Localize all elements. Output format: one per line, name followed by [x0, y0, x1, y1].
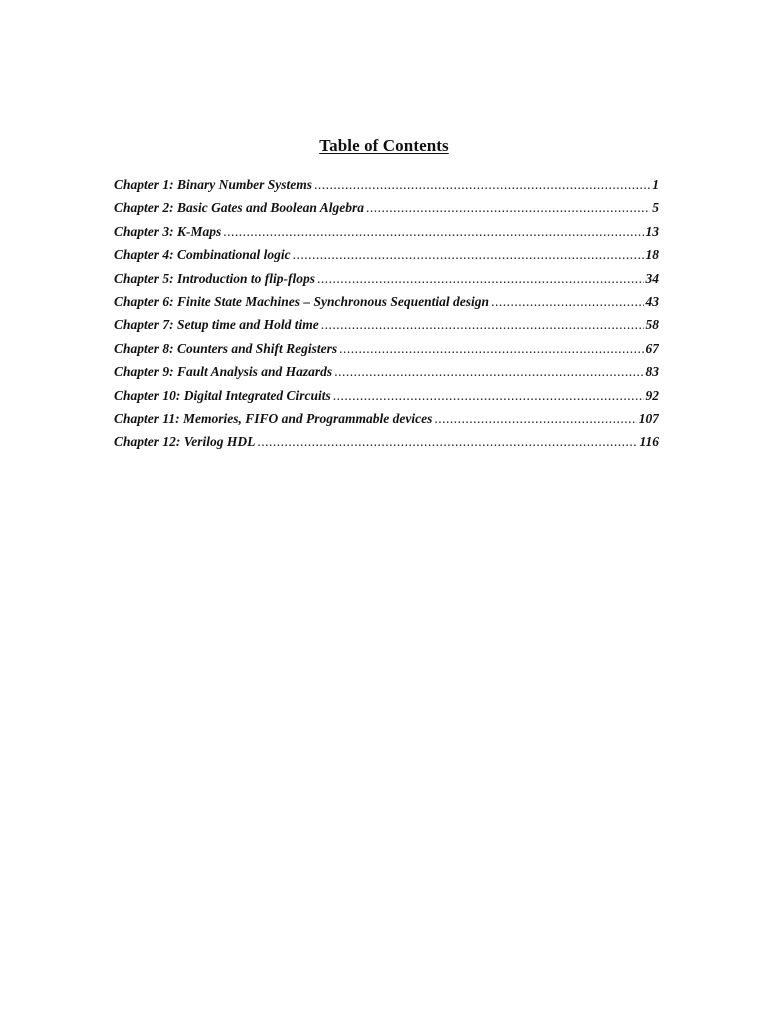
toc-entry-page-number: 107	[638, 410, 659, 426]
page-title: Table of Contents	[319, 136, 449, 155]
toc-entry-label: Chapter 3: K-Maps	[114, 223, 222, 239]
toc-entry-chapter-5[interactable]	[114, 271, 659, 294]
dot-leader	[333, 388, 644, 404]
table-of-contents	[114, 177, 659, 458]
toc-entry-label: Chapter 5: Introduction to flip-flops	[114, 270, 316, 286]
dot-leader	[321, 317, 644, 333]
dot-leader	[366, 200, 650, 216]
dot-leader	[434, 411, 636, 427]
toc-entry-page-number: 34	[645, 270, 659, 286]
toc-entry-chapter-1[interactable]	[114, 177, 659, 200]
toc-entry-label: Chapter 11: Memories, FIFO and Programmable devices	[114, 410, 433, 426]
toc-entry-chapter-10[interactable]	[114, 388, 659, 411]
dot-leader	[317, 271, 643, 287]
toc-entry-page-number: 13	[645, 223, 659, 239]
toc-entry-page-number: 1	[652, 177, 659, 192]
toc-entry-label: Chapter 9: Fault Analysis and Hazards	[114, 364, 333, 380]
toc-entry-chapter-2[interactable]	[114, 200, 659, 223]
dot-leader	[293, 247, 644, 263]
toc-entry-label: Chapter 6: Finite State Machines – Synchronous Sequential design	[114, 293, 490, 309]
toc-entry-chapter-7[interactable]	[114, 317, 659, 340]
toc-entry-label: Chapter 4: Combinational logic	[114, 247, 291, 263]
toc-entry-chapter-12[interactable]	[114, 434, 659, 457]
toc-entry-chapter-6[interactable]	[114, 294, 659, 317]
toc-entry-page-number: 43	[645, 293, 659, 309]
toc-entry-chapter-11[interactable]	[114, 411, 659, 434]
dot-leader	[314, 177, 650, 193]
toc-entry-page-number: 18	[645, 247, 659, 263]
toc-entry-label: Chapter 1: Binary Number Systems	[114, 177, 313, 192]
toc-entry-chapter-9[interactable]	[114, 364, 659, 387]
toc-entry-page-number: 92	[645, 387, 659, 403]
toc-entry-label: Chapter 2: Basic Gates and Boolean Algebra	[114, 200, 365, 216]
dot-leader	[491, 294, 643, 310]
dot-leader	[257, 434, 637, 450]
toc-entry-chapter-4[interactable]	[114, 247, 659, 270]
toc-entry-chapter-3[interactable]	[114, 224, 659, 247]
toc-entry-page-number: 116	[639, 434, 659, 450]
toc-entry-page-number: 5	[652, 200, 659, 216]
toc-entry-label: Chapter 12: Verilog HDL	[114, 434, 256, 450]
dot-leader	[223, 224, 643, 240]
toc-entry-page-number: 83	[645, 364, 659, 380]
dot-leader	[334, 364, 643, 380]
toc-entry-page-number: 67	[645, 340, 659, 356]
toc-entry-label: Chapter 7: Setup time and Hold time	[114, 317, 319, 333]
toc-entry-page-number: 58	[645, 317, 659, 333]
toc-entry-chapter-8[interactable]	[114, 341, 659, 364]
toc-entry-label: Chapter 8: Counters and Shift Registers	[114, 340, 338, 356]
dot-leader	[339, 341, 643, 357]
toc-entry-label: Chapter 10: Digital Integrated Circuits	[114, 387, 331, 403]
